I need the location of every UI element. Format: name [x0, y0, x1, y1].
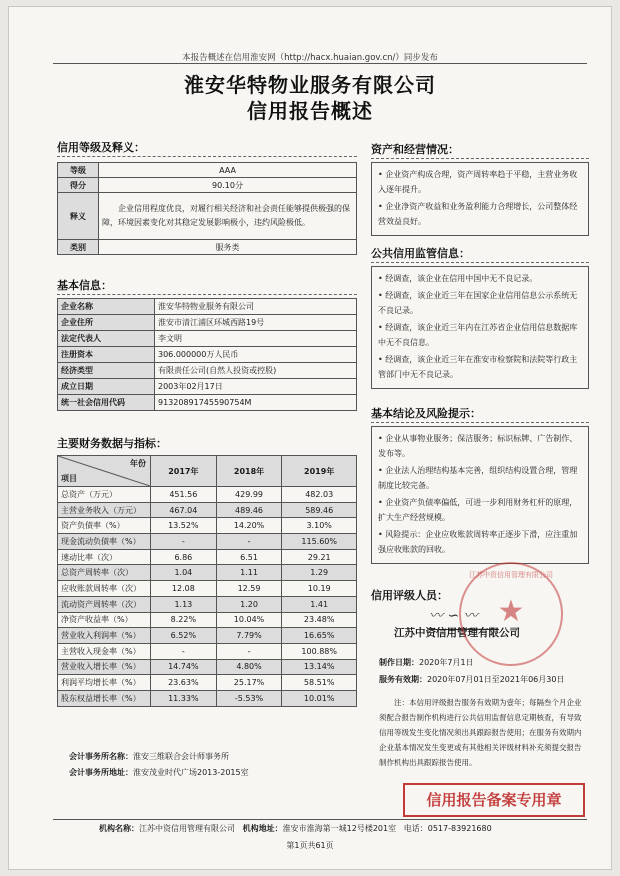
basic-row [58, 347, 357, 363]
finance-value: - [151, 643, 217, 659]
public-divider [371, 262, 589, 263]
finance-value: 1.29 [282, 565, 357, 581]
finance-item [58, 690, 151, 706]
finance-value: 58.51% [282, 675, 357, 691]
finance-item [58, 487, 151, 503]
grade-category-value: 服务类 [99, 240, 357, 255]
accounting-firm-label: 会计事务所名称： [69, 752, 133, 761]
finance-value: 6.51 [216, 549, 282, 565]
seal-star-icon: ★ [497, 594, 525, 629]
finance-value: 1.20 [216, 596, 282, 612]
finance-row [58, 549, 357, 565]
finance-value: 4.80% [216, 659, 282, 675]
finance-row [58, 502, 357, 518]
finance-item-unit: （次） [117, 599, 141, 609]
footer-org: 江苏中资信用管理有限公司 [139, 824, 235, 833]
basic-heading: 基本信息： [57, 279, 112, 292]
finance-item-unit: （万元） [85, 489, 117, 499]
year-2018: 2018年 [216, 456, 282, 487]
basic-label: 法定代表人 [58, 331, 155, 347]
public-item: • 经调查，该企业近三年内在江苏省企业信用信息数据库中无不良信息。 [378, 323, 578, 347]
page-number: 第1页共61页 [286, 841, 334, 850]
finance-table [57, 455, 357, 707]
finance-value: 100.88% [282, 643, 357, 659]
service-period: 2020年07月01日至2021年06月30日 [427, 675, 565, 684]
asset-box [371, 162, 589, 236]
finance-row [58, 690, 357, 706]
basic-row [58, 331, 357, 347]
finance-heading: 主要财务数据与指标： [57, 437, 167, 450]
grade-row-level [58, 163, 357, 178]
conclusion-heading: 基本结论及风险提示： [371, 407, 481, 420]
basic-label: 成立日期 [58, 379, 155, 395]
finance-value: 10.04% [216, 612, 282, 628]
public-heading: 公共信用监管信息： [371, 247, 470, 260]
public-item-text: 经调查，该企业近三年在淮安市检察院和法院等行政主管部门中无不良记录。 [378, 355, 578, 379]
finance-item-unit: （%） [117, 662, 141, 672]
footer-org-label: 机构名称： [99, 824, 139, 833]
finance-row [58, 518, 357, 534]
finance-value: - [216, 534, 282, 550]
public-box [371, 266, 589, 389]
finance-item-name: 资产负债率 [61, 521, 101, 531]
grade-category-label: 类别 [58, 240, 99, 255]
footer-addr: 淮安市淮海第一城12号楼201室 [282, 824, 397, 833]
basic-row [58, 315, 357, 331]
grade-divider [57, 156, 357, 157]
grade-score-value: 90.10分 [99, 178, 357, 193]
finance-item-name: 总资产周转率 [61, 568, 109, 578]
finance-item-name: 现金流动负债率（%） [61, 536, 141, 546]
basic-value: 淮安市清江浦区环城西路19号 [155, 315, 357, 331]
finance-item [58, 628, 151, 644]
finance-item-unit: （次） [109, 568, 133, 578]
report-title: 信用报告概述 [247, 99, 373, 123]
finance-item-name: 股东权益增长率 [61, 693, 117, 703]
basic-value: 91320891745590754M [155, 395, 357, 411]
footer-phone: 电话：0517-83921680 [403, 824, 492, 833]
finance-item-name: 应收账款周转率 [61, 583, 117, 593]
finance-value: 467.04 [151, 502, 217, 518]
footer-addr-label: 机构地址： [242, 824, 283, 833]
finance-item [58, 675, 151, 691]
company-seal [459, 562, 563, 666]
basic-value: 有限责任公司(自然人投资或控股) [155, 363, 357, 379]
basic-row [58, 379, 357, 395]
finance-value: 589.46 [282, 502, 357, 518]
finance-value: 489.46 [216, 502, 282, 518]
basic-divider [57, 294, 357, 295]
header-rule [53, 63, 587, 64]
finance-value: 12.08 [151, 581, 217, 597]
public-item-text: 经调查，该企业近三年内在江苏省企业信用信息数据库中无不良信息。 [378, 323, 578, 347]
rating-note: 注：本信用评级报告服务有效期为壹年；每隔叁个月企业须配合报告制作机构进行公共信用监督信息定期核查，有导致信用等级发生变化情况须出具跟踪报告使用；在服务有效期内企业基本情况发生变更或有其他相关评级材料补充须提交报告制作机构出具跟踪报告使用。 [379, 698, 582, 767]
finance-value: 14.74% [151, 659, 217, 675]
finance-value: 1.04 [151, 565, 217, 581]
finance-row [58, 675, 357, 691]
finance-item [58, 534, 151, 550]
finance-item-name: 主营业务收入（万元） [61, 505, 141, 515]
basic-value: 李文明 [155, 331, 357, 347]
finance-value: 7.79% [216, 628, 282, 644]
asset-item: • 企业资产构成合理，资产周转率趋于平稳，主营业务收入逐年提升。 [378, 170, 578, 194]
basic-info-table [57, 298, 357, 411]
finance-value: 429.99 [216, 487, 282, 503]
service-period-line [379, 674, 564, 685]
asset-divider [371, 158, 589, 159]
finance-row [58, 487, 357, 503]
finance-item [58, 596, 151, 612]
basic-row [58, 299, 357, 315]
finance-value: 10.19 [282, 581, 357, 597]
finance-item-name: 总资产 [61, 489, 85, 499]
basic-label: 经济类型 [58, 363, 155, 379]
finance-value: -5.53% [216, 690, 282, 706]
report-page [8, 6, 612, 870]
accounting-addr-line [69, 767, 249, 778]
conclusion-item-text: 企业从事物业服务；保洁服务；标识标牌、广告制作、发布等。 [378, 434, 578, 458]
finance-value: 13.14% [282, 659, 357, 675]
finance-corner [58, 456, 151, 487]
accounting-addr: 淮安茂业时代广场2013-2015室 [133, 768, 249, 777]
finance-item-unit: （%） [101, 521, 125, 531]
finance-value: - [151, 534, 217, 550]
conclusion-item: • 企业资产负债率偏低，可进一步利用财务杠杆的原理，扩大生产经营规模。 [378, 498, 578, 522]
finance-row [58, 596, 357, 612]
finance-value: 482.03 [282, 487, 357, 503]
finance-row [58, 581, 357, 597]
conclusion-item: • 企业从事物业服务；保洁服务；标识标牌、广告制作、发布等。 [378, 434, 578, 458]
grade-heading: 信用等级及释义： [57, 141, 145, 154]
finance-value: 16.65% [282, 628, 357, 644]
finance-item-name: 营业收入增长率 [61, 662, 117, 672]
header-notice: 本报告概述在信用淮安网（http://hacx.huaian.gov.cn/）同步发布 [182, 53, 438, 63]
finance-body [58, 487, 357, 707]
finance-item-name: 利润平均增长率 [61, 678, 117, 688]
finance-value: 115.60% [282, 534, 357, 550]
basic-value: 淮安华特物业服务有限公司 [155, 299, 357, 315]
public-item-text: 经调查，该企业近三年在国家企业信用信息公示系统无不良记录。 [378, 291, 578, 315]
basic-row [58, 363, 357, 379]
made-date: 2020年7月1日 [419, 658, 474, 667]
company-title: 淮安华特物业服务有限公司 [184, 73, 436, 97]
accounting-addr-label: 会计事务所地址： [69, 768, 133, 777]
asset-item: • 企业净资产收益和业务盈利能力合理增长，公司整体经营效益良好。 [378, 202, 578, 226]
finance-item-unit: （%） [117, 693, 141, 703]
made-date-line [379, 657, 474, 668]
grade-table [57, 162, 357, 255]
finance-value: 11.33% [151, 690, 217, 706]
grade-meaning-label: 释义 [58, 193, 99, 240]
year-2019: 2019年 [282, 456, 357, 487]
corner-year-label: 年份 [130, 459, 146, 468]
finance-item [58, 549, 151, 565]
signature: 〰 ∽ 〰 [429, 605, 499, 630]
grade-row-category [58, 240, 357, 255]
finance-value: 6.52% [151, 628, 217, 644]
finance-item [58, 659, 151, 675]
public-item-text: 经调查，该企业在信用中国中无不良记录。 [385, 274, 538, 283]
conclusion-item-text: 风险提示：企业应收账款周转率正逐步下滑，应注重加强应收账款的回收。 [378, 530, 578, 554]
finance-value: 451.56 [151, 487, 217, 503]
asset-item-text: 企业资产构成合理，资产周转率趋于平稳，主营业务收入逐年提升。 [378, 170, 578, 194]
finance-value: - [216, 643, 282, 659]
grade-score-label: 得分 [58, 178, 99, 193]
finance-value: 1.11 [216, 565, 282, 581]
finance-row [58, 643, 357, 659]
public-item: • 经调查，该企业在信用中国中无不良记录。 [378, 274, 538, 283]
conclusion-item-text: 企业法人治理结构基本完善，组织结构设置合理，管理制度比较完备。 [378, 466, 578, 490]
finance-item-unit: （次） [93, 552, 117, 562]
seal-text: 江苏中资信用管理有限公司 [469, 571, 553, 579]
asset-item-text: 企业净资产收益和业务盈利能力合理增长，公司整体经营效益良好。 [378, 202, 578, 226]
finance-value: 10.01% [282, 690, 357, 706]
basic-label: 企业住所 [58, 315, 155, 331]
finance-item-unit: （%） [117, 678, 141, 688]
public-item: • 经调查，该企业近三年在国家企业信用信息公示系统无不良记录。 [378, 291, 578, 315]
finance-value: 23.48% [282, 612, 357, 628]
basic-label: 统一社会信用代码 [58, 395, 155, 411]
filing-stamp: 信用报告备案专用章 [403, 783, 585, 817]
finance-row [58, 628, 357, 644]
asset-heading: 资产和经营情况： [371, 143, 459, 156]
finance-value: 3.10% [282, 518, 357, 534]
finance-item-unit: （%） [109, 615, 133, 625]
accounting-firm: 淮安三维联合会计师事务所 [133, 752, 229, 761]
basic-label: 企业名称 [58, 299, 155, 315]
grade-row-score [58, 178, 357, 193]
footer-line [99, 823, 492, 834]
finance-value: 1.41 [282, 596, 357, 612]
finance-item [58, 612, 151, 628]
made-label: 制作日期： [379, 658, 419, 667]
finance-value: 6.86 [151, 549, 217, 565]
rating-heading: 信用评级人员： [371, 589, 448, 602]
basic-value: 2003年02月17日 [155, 379, 357, 395]
grade-level-label: 等级 [58, 163, 99, 178]
finance-value: 1.13 [151, 596, 217, 612]
conclusion-item-text: 企业资产负债率偏低，可进一步利用财务杠杆的原理，扩大生产经营规模。 [378, 498, 578, 522]
finance-item-name: 流动资产周转率 [61, 599, 117, 609]
conclusion-item: • 风险提示：企业应收账款周转率正逐步下滑，应注重加强应收账款的回收。 [378, 530, 578, 554]
finance-item [58, 643, 151, 659]
conclusion-divider [371, 422, 589, 423]
service-label: 服务有效期： [379, 675, 427, 684]
finance-item-name: 主营收入现金率 [61, 646, 117, 656]
finance-item-unit: （次） [117, 583, 141, 593]
finance-value: 29.21 [282, 549, 357, 565]
finance-value: 25.17% [216, 675, 282, 691]
finance-row [58, 612, 357, 628]
finance-value: 8.22% [151, 612, 217, 628]
footer-rule [53, 819, 587, 820]
basic-value: 306.000000万人民币 [155, 347, 357, 363]
finance-item [58, 581, 151, 597]
finance-item-unit: （%） [117, 631, 141, 641]
finance-item [58, 565, 151, 581]
finance-row [58, 534, 357, 550]
finance-item-name: 营业收入利润率 [61, 631, 117, 641]
corner-item-label: 项目 [61, 474, 77, 483]
finance-header-row [58, 456, 357, 487]
finance-value: 23.63% [151, 675, 217, 691]
finance-item [58, 502, 151, 518]
finance-row [58, 565, 357, 581]
grade-level-value: AAA [99, 163, 357, 178]
public-item: • 经调查，该企业近三年在淮安市检察院和法院等行政主管部门中无不良记录。 [378, 355, 578, 379]
finance-item-name: 速动比率 [61, 552, 93, 562]
year-2017: 2017年 [151, 456, 217, 487]
conclusion-box [371, 426, 589, 564]
finance-value: 13.52% [151, 518, 217, 534]
conclusion-item: • 企业法人治理结构基本完善，组织结构设置合理，管理制度比较完备。 [378, 466, 578, 490]
grade-row-meaning [58, 193, 357, 240]
grade-meaning-value: 企业信用程度优良，对履行相关经济和社会责任能够提供极强的保障，环境因素变化对其稳定发展影响极小，违约风险极低。 [99, 193, 357, 240]
finance-value: 12.59 [216, 581, 282, 597]
basic-label: 注册资本 [58, 347, 155, 363]
rating-org: 江苏中资信用管理有限公司 [394, 627, 520, 639]
finance-item-name: 净资产收益率 [61, 615, 109, 625]
accounting-firm-line [69, 751, 229, 762]
basic-row [58, 395, 357, 411]
finance-row [58, 659, 357, 675]
finance-value: 14.20% [216, 518, 282, 534]
finance-item [58, 518, 151, 534]
finance-item-unit: （%） [117, 646, 141, 656]
